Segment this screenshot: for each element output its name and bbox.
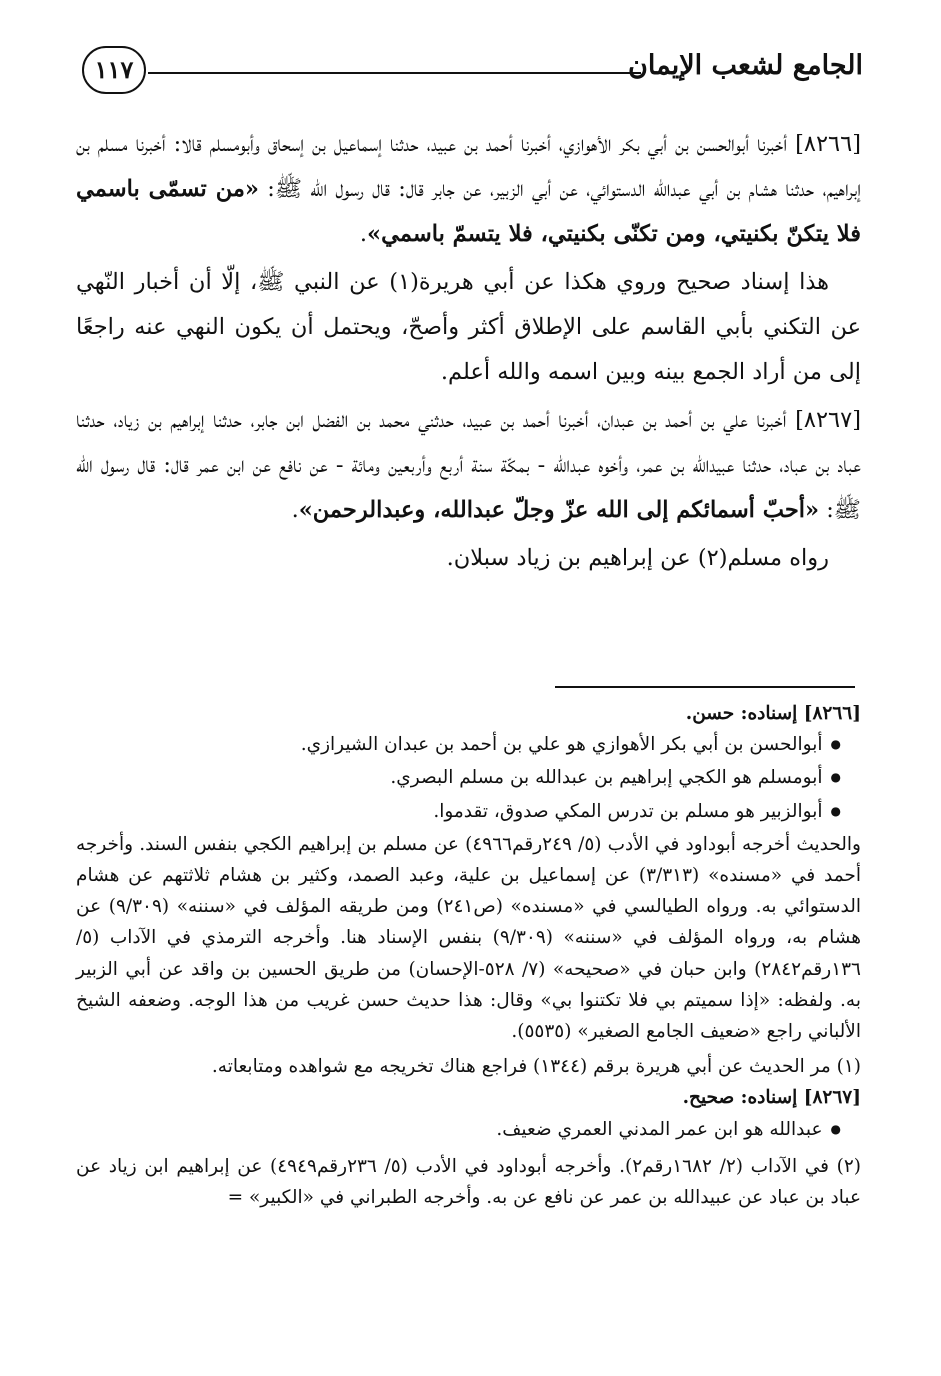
footnote-1: (١) مر الحديث عن أبي هريرة برقم (١٣٤٤) فراجع هناك تخريجه مع شواهده ومتابعاته. [211,1056,861,1078]
hadith-8267-isnad: [٨٢٦٧] أخبرنا علي بن أحمد بن عبدان، أخبرنا أحمد بن عبيد، حدثني محمد بن الفضل ابن جابر، حدثنا إبراهيم بن زياد، حدثنا عباد بن عباد، حدثنا عبيدالله بن عمر، وأخوه عبدالله - بمكّة سنة أربع وأربعين ومائة - عن نافع عن ابن عمر قال: قال رسول الله ﷺ: [76,407,861,523]
footnotes [76,698,861,1213]
header-rule [148,72,641,74]
list-item: ● أبومسلم هو الكجي إبراهيم بن عبدالله بن مسلم البصري. [76,762,841,795]
page-number: ١١٧ [82,46,146,94]
hadith-8266-comment: هذا إسناد صحيح وروي هكذا عن أبي هريرة(١) عن النبي ﷺ، إلّا أن أخبار النّهي عن التكني بأبي القاسم على الإطلاق أكثر وأصحّ، ويحتمل أن يكون النهي عنه راجعًا إلى من أراد الجمع بينه وبين اسمه والله أعلم. [76,269,861,385]
note-8267-list [76,1114,861,1147]
list-item: ● أبوالحسن بن أبي بكر الأهوازي هو علي بن أحمد بن عبدان الشيرازي. [76,729,841,762]
note-8266-heading [76,698,861,729]
list-item: ● أبوالزبير هو مسلم بن تدرس المكي صدوق، تقدموا. [76,796,841,829]
running-header [82,44,863,100]
hadith-8266-isnad: [٨٢٦٦] أخبرنا أبوالحسن بن أبي بكر الأهوازي، أخبرنا أحمد بن عبيد، حدثنا إسماعيل بن إسحاق وأبومسلم قالا: أخبرنا مسلم بن إبراهيم، حدثنا هشام بن أبي عبدالله الدستوائي، عن أبي الزبير، عن جابر قال: قال رسول الله ﷺ: [76,131,861,202]
book-title: الجامع لشعب الإيمان [628,50,863,81]
note-8266-list [76,729,861,829]
hadith-8267-comment: رواه مسلم(٢) عن إبراهيم بن زياد سبلان. [446,545,829,571]
note-8267-heading [76,1082,861,1113]
main-text [76,122,861,584]
hadith-8267-matn: «أحبّ أسمائكم إلى الله عزّ وجلّ عبدالله، وعبدالرحمن» [298,497,820,523]
hadith-8266-end: . [359,221,368,247]
footnote-2: (٢) في الآداب (٢/ ١٦٨٢رقم٢). وأخرجه أبوداود في الأدب (٥/ ٢٣٦رقم٤٩٤٩) عن إبراهيم ابن زياد عن عباد بن عباد عن عبيدالله بن عمر عن نافع عن به. وأخرجه الطبراني في «الكبير» = [76,1155,861,1209]
hadith-8267-end: . [291,497,299,523]
note-8266-grade: حسن. [685,703,741,724]
note-8266-label: [٨٢٦٦] إسناده: [740,703,861,724]
hadith-8266 [76,122,861,257]
footnote-separator [555,686,855,688]
hadith-8267 [76,398,861,533]
note-8266-takhrij: والحديث أخرجه أبوداود في الأدب (٥/ ٢٤٩رقم٤٩٦٦) عن مسلم بن إبراهيم الكجي بنفس السند. وأخرجه أحمد في «مسنده» (٣/٣١٣) عن إسماعيل بن علية، وعبد الصمد، وكثير بن هشام ثلاثتهم عن هشام الدستوائي به. ورواه الطيالسي في «مسنده» (ص٢٤١) ومن طريقه المؤلف في «سننه» (٩/٣٠٩) عن هشام به، ورواه المؤلف في «سننه» (٩/٣٠٩) بنفس الإسناد هنا. وأخرجه الترمذي في الآداب (٥/ ١٣٦رقم٢٨٤٢) وابن حبان في «صحيحه» (٧/ ٥٢٨-الإحسان) من طريق الحسين بن واقد عن أبي الزبير به. ولفظه: «إذا سميتم بي فلا تكتنوا بي» وقال: هذا حديث حسن غريب من هذا الوجه. وضعفه الشيخ الألباني راجع «ضعيف الجامع الصغير» (٥٥٣٥). [76,833,862,1043]
note-8267-grade: صحيح. [682,1087,741,1109]
note-8267-label: [٨٢٦٧] إسناده: [740,1087,861,1109]
hadith-8266-matn: «من تسمّى باسمي فلا يتكنّ بكنيتي، ومن تكنّى بكنيتي، فلا يتسمّ باسمي» [76,176,861,247]
list-item: ● عبدالله هو ابن عمر المدني العمري ضعيف. [76,1114,841,1147]
